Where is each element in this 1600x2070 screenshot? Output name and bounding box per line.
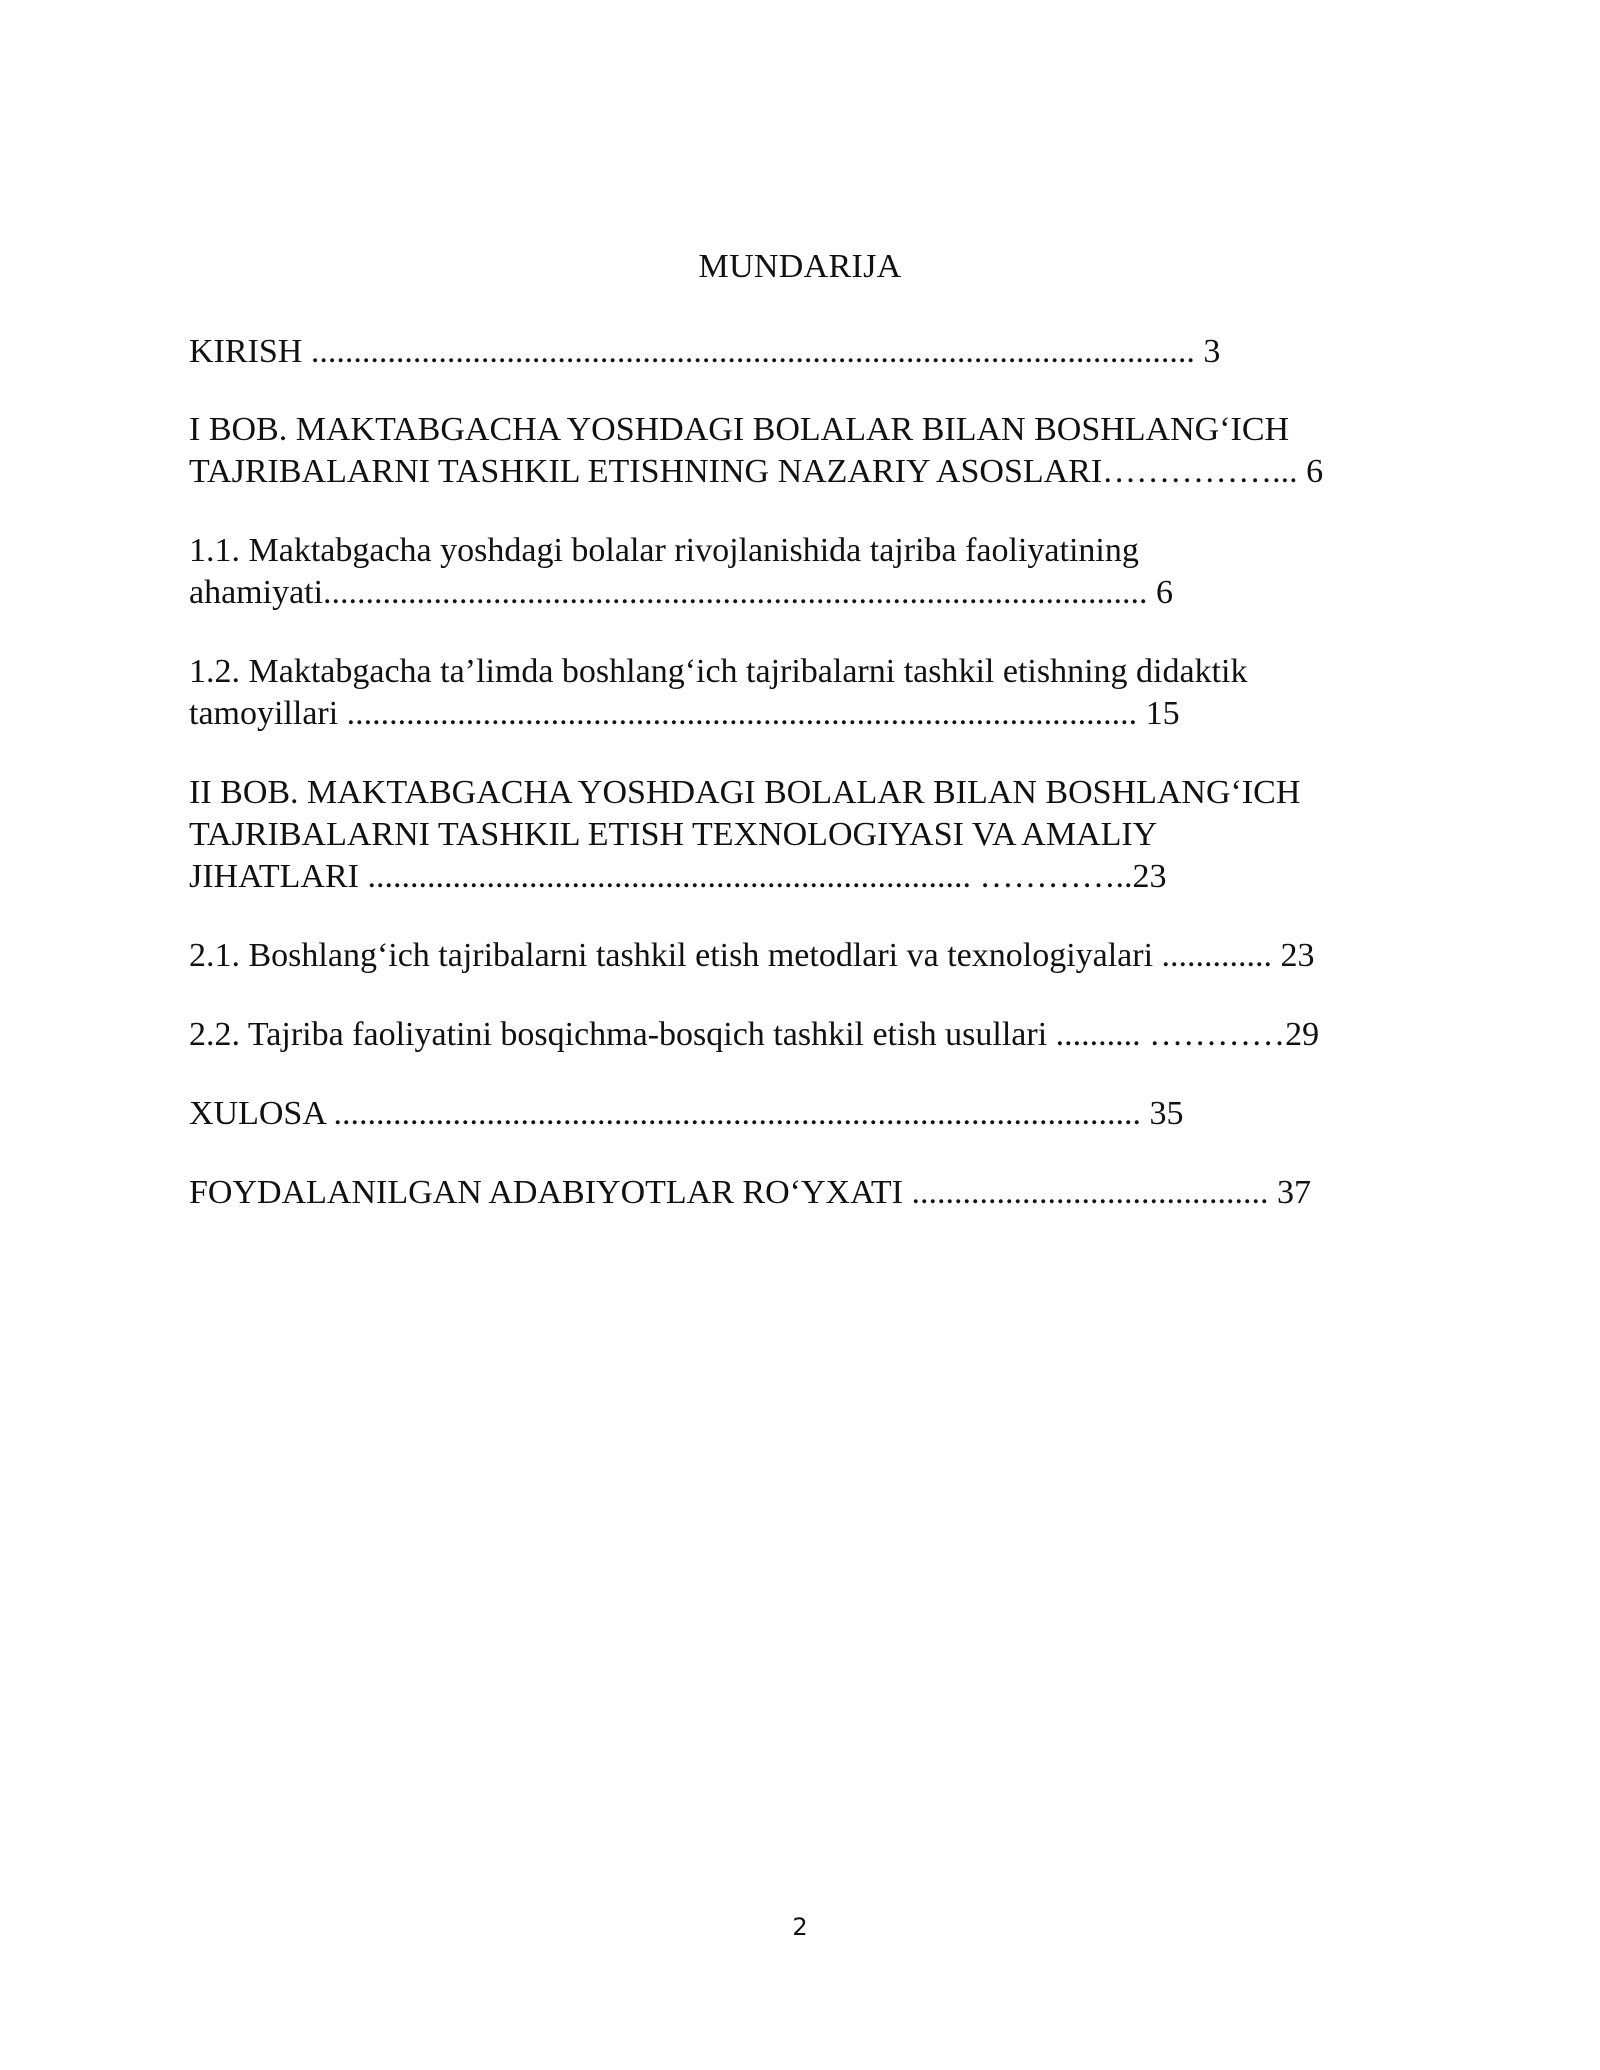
toc-entry-section-1-1-line-2: ahamiyati................................................................................................. 6	[189, 574, 1174, 611]
toc-entry-kirish: KIRISH ........................................................................................................ 3	[189, 333, 1221, 370]
page-number: 2	[792, 1913, 808, 1941]
toc-entry-section-1-2-line-1: 1.2. Maktabgacha ta’limda boshlang‘ich tajribalarni tashkil etishning didaktik	[189, 653, 1248, 690]
toc-entry-section-2-1: 2.1. Boshlang‘ich tajribalarni tashkil etish metodlari va texnologiyalari ............. 23	[189, 937, 1315, 974]
toc-entry-xulosa: XULOSA ............................................................................................... 35	[189, 1095, 1184, 1132]
toc-entry-bibliography: FOYDALANILGAN ADABIYOTLAR RO‘YXATI .......................................... 37	[189, 1174, 1311, 1211]
toc-entry-chapter-2-line-2: TAJRIBALARNI TASHKIL ETISH TEXNOLOGIYASI VA AMALIY	[189, 816, 1158, 853]
page-title: MUNDARIJA	[698, 248, 902, 285]
toc-entry-chapter-2-line-3: JIHATLARI ....................................................................... …………..23	[189, 858, 1167, 895]
toc-entry-chapter-2-line-1: II BOB. MAKTABGACHA YOSHDAGI BOLALAR BILAN BOSHLANG‘ICH	[189, 774, 1301, 811]
toc-entry-section-2-2: 2.2. Tajriba faoliyatini bosqichma-bosqich tashkil etish usullari .......... …………29	[189, 1016, 1320, 1053]
toc-entry-section-1-1-line-1: 1.1. Maktabgacha yoshdagi bolalar rivojlanishida tajriba faoliyatining	[189, 532, 1139, 569]
toc-entry-section-1-2-line-2: tamoyillari ............................................................................................. 15	[189, 695, 1180, 732]
toc-entry-chapter-1-line-2: TAJRIBALARNI TASHKIL ETISHNING NAZARIY ASOSLARI……………... 6	[189, 453, 1324, 490]
toc-entry-chapter-1-line-1: I BOB. MAKTABGACHA YOSHDAGI BOLALAR BILAN BOSHLANG‘ICH	[189, 411, 1290, 448]
